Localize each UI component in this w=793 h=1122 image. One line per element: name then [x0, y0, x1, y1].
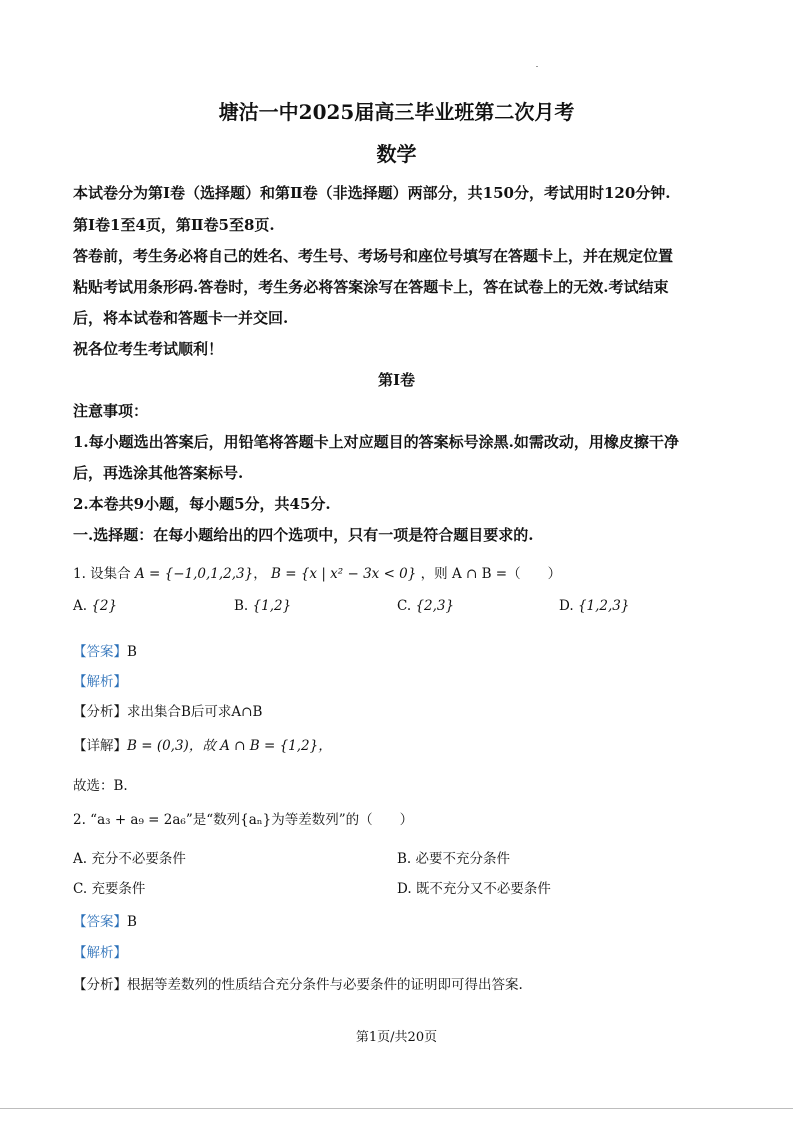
q1-option-d: D. {1,2,3} — [559, 598, 630, 614]
answer-value: B — [127, 644, 137, 660]
notice-1b: 后，再选涂其他答案标号. — [73, 464, 244, 482]
detail-tag: 【详解】 — [73, 738, 127, 754]
notice-1a: 1.每小题选出答案后，用铅笔将答题卡上对应题目的答案标号涂黑.如需改动，用橡皮擦干净 — [73, 433, 679, 451]
intro-line-5: 后，将本试卷和答题卡一并交回. — [73, 309, 289, 327]
answer-tag: 【答案】 — [73, 914, 127, 930]
page-number: 第1页/共20页 — [355, 1030, 438, 1045]
q1-detail — [73, 734, 332, 754]
q1-option-a: A. {2} — [73, 598, 118, 614]
q2-option-b: B. 必要不充分条件 — [397, 851, 511, 867]
q1-conclusion: 故选：B. — [73, 778, 128, 794]
q1-ask: ，则 A ∩ B =（ ） — [420, 566, 562, 582]
fenxi-text: 根据等差数列的性质结合充分条件与必要条件的证明即可得出答案. — [127, 977, 523, 993]
part-heading: 一.选择题：在每小题给出的四个选项中，只有一项是符合题目要求的. — [73, 526, 534, 544]
q2-analysis-tag: 【解析】 — [73, 945, 127, 961]
q2-answer — [73, 910, 137, 930]
q1-fenxi — [73, 700, 262, 720]
bottom-rule — [0, 1108, 793, 1109]
fenxi-tag: 【分析】 — [73, 704, 127, 720]
q1-option-c: C. {2,3} — [397, 598, 455, 614]
fenxi-tag: 【分析】 — [73, 977, 127, 993]
notice-title: 注意事项： — [73, 402, 149, 420]
notice-2: 2.本卷共9小题，每小题5分，共45分. — [73, 495, 331, 513]
intro-line-1: 本试卷分为第Ⅰ卷（选择题）和第Ⅱ卷（非选择题）两部分，共150分，考试用时120分钟. — [73, 184, 671, 202]
q1-stem: 1. 设集合 A = {−1,0,1,2,3}， B = {x | x² − 3x < 0} ，则 A ∩ B =（ ） — [73, 566, 562, 582]
q1-set-a: A = {−1,0,1,2,3} — [134, 566, 254, 582]
answer-value: B — [127, 914, 137, 930]
q2-fenxi — [73, 973, 523, 993]
speck-mark — [536, 66, 538, 67]
q1-prefix: 1. 设集合 — [73, 566, 131, 582]
intro-line-4: 粘贴考试用条形码.答卷时，考生务必将答案涂写在答题卡上，答在试卷上的无效.考试结束 — [73, 278, 669, 296]
q1-analysis-tag: 【解析】 — [73, 674, 127, 690]
q2-option-d: D. 既不充分又不必要条件 — [397, 881, 551, 897]
q1-option-b: B. {1,2} — [234, 598, 292, 614]
detail-text: B = (0,3)，故 A ∩ B = {1,2}， — [127, 738, 332, 754]
subject-title: 数学 — [376, 142, 417, 166]
fenxi-text: 求出集合B后可求A∩B — [127, 704, 263, 720]
intro-line-2: 第Ⅰ卷1至4页，第Ⅱ卷5至8页. — [73, 216, 275, 234]
intro-line-6: 祝各位考生考试顺利！ — [73, 340, 224, 358]
section-heading: 第Ⅰ卷 — [377, 371, 416, 389]
intro-line-3: 答卷前，考生务必将自己的姓名、考生号、考场号和座位号填写在答题卡上，并在规定位置 — [73, 247, 674, 265]
q2-stem: 2. “a₃ + a₉ = 2a₆”是“数列{aₙ}为等差数列”的（ ） — [73, 812, 414, 828]
exam-title: 塘沽一中2025届高三毕业班第二次月考 — [218, 100, 575, 124]
q2-option-c: C. 充要条件 — [73, 881, 146, 897]
q2-option-a: A. 充分不必要条件 — [73, 851, 186, 867]
answer-tag: 【答案】 — [73, 644, 127, 660]
q1-set-b: B = {x | x² − 3x < 0} — [271, 566, 417, 582]
q1-answer — [73, 640, 137, 660]
